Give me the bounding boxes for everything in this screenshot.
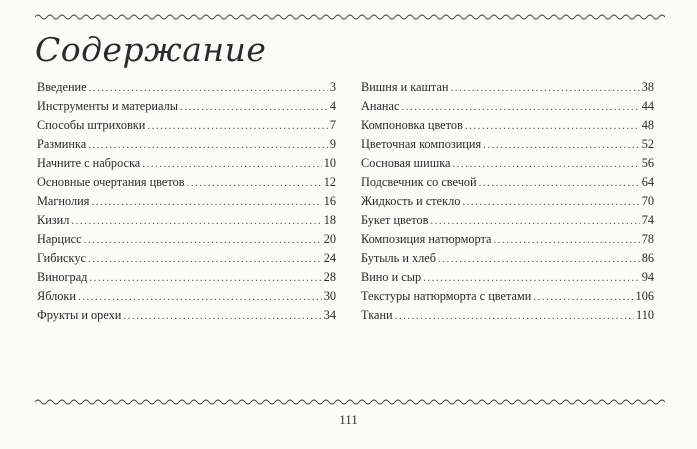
toc-entry-page: 16 (323, 194, 336, 208)
toc-entry (37, 306, 336, 325)
toc-entry-page: 56 (641, 156, 654, 170)
toc-entry (37, 192, 336, 211)
dot-leader (423, 269, 640, 288)
toc-entry-page: 48 (641, 118, 654, 132)
dot-leader (89, 269, 321, 288)
toc-entry-title: Бутыль и хлеб (361, 251, 437, 265)
toc-entry-title: Компоновка цветов (361, 118, 463, 132)
dot-leader (401, 98, 639, 117)
toc-entry-title: Ткани (361, 308, 393, 322)
dot-leader (533, 288, 633, 307)
toc-entry (37, 116, 336, 135)
toc-entry (361, 173, 654, 192)
toc-entry (361, 97, 654, 116)
toc-entry (361, 116, 654, 135)
dot-leader (88, 136, 328, 155)
dot-leader (452, 155, 639, 174)
toc-entry-page: 106 (635, 289, 654, 303)
toc-entry-page: 30 (323, 289, 336, 303)
toc-entry-page: 86 (641, 251, 654, 265)
toc-entry-title: Магнолия (37, 194, 90, 208)
toc-entry (361, 249, 654, 268)
dot-leader (462, 193, 639, 212)
dot-leader (147, 117, 327, 136)
dot-leader (71, 212, 321, 231)
toc-entry (37, 230, 336, 249)
toc-entry (361, 268, 654, 287)
toc-entry-title: Способы штриховки (37, 118, 146, 132)
toc-entry-page: 110 (636, 308, 654, 322)
dot-leader (88, 250, 322, 269)
toc-entry-title: Жидкость и стекло (361, 194, 461, 208)
dot-leader (483, 136, 640, 155)
toc-entry-title: Букет цветов (361, 213, 429, 227)
dot-leader (78, 288, 322, 307)
toc-entry-page: 44 (641, 99, 654, 113)
toc-entry-title: Начните с наброска (37, 156, 141, 170)
bottom-wavy-border (35, 397, 665, 407)
toc-entry-title: Нарцисс (37, 232, 82, 246)
toc-entry-page: 4 (329, 99, 336, 113)
toc-entry (37, 211, 336, 230)
toc-entry (361, 154, 654, 173)
toc-entry (37, 287, 336, 306)
toc-entry-page: 3 (329, 80, 336, 94)
dot-leader (430, 212, 639, 231)
toc-entry-title: Подсвечник со свечой (361, 175, 477, 189)
toc-entry-page: 78 (641, 232, 654, 246)
toc-entry-page: 18 (323, 213, 336, 227)
top-wavy-border (35, 12, 665, 22)
toc-entry-title: Ананас (361, 99, 400, 113)
toc-entry-page: 28 (323, 270, 336, 284)
toc-entry-page: 9 (329, 137, 336, 151)
toc-entry-page: 7 (329, 118, 336, 132)
toc-entry (37, 135, 336, 154)
toc-entry-title: Гибискус (37, 251, 86, 265)
toc-entry-page: 34 (323, 308, 336, 322)
toc-entry (361, 306, 654, 325)
dot-leader (91, 193, 321, 212)
toc-entry-title: Инструменты и материалы (37, 99, 178, 113)
toc-entry (37, 268, 336, 287)
page-number: 111 (339, 412, 358, 427)
toc-entry-page: 94 (641, 270, 654, 284)
toc-entry (361, 287, 654, 306)
dot-leader (187, 174, 322, 193)
toc-entry (37, 154, 336, 173)
toc-entry (37, 97, 336, 116)
dot-leader (465, 117, 640, 136)
toc-entry-title: Яблоки (37, 289, 76, 303)
toc-entry (361, 192, 654, 211)
toc-entry-title: Основные очертания цветов (37, 175, 185, 189)
toc-entry-title: Разминка (37, 137, 87, 151)
toc-entry-page: 20 (323, 232, 336, 246)
dot-leader (438, 250, 640, 269)
toc-entry-title: Введение (37, 80, 87, 94)
toc-entry-page: 10 (323, 156, 336, 170)
toc-entry-page: 74 (641, 213, 654, 227)
toc-entry (361, 230, 654, 249)
toc-entry (361, 135, 654, 154)
toc-entry-page: 38 (641, 80, 654, 94)
dot-leader (142, 155, 321, 174)
toc-entry-title: Вино и сыр (361, 270, 422, 284)
dot-leader (451, 79, 640, 98)
toc-entry-title: Текстуры натюрморта с цветами (361, 289, 532, 303)
dot-leader (395, 307, 634, 326)
dot-leader (180, 98, 328, 117)
dot-leader (84, 231, 322, 250)
toc-entry-page: 64 (641, 175, 654, 189)
toc-entry-title: Цветочная композиция (361, 137, 482, 151)
toc-entry (37, 173, 336, 192)
toc-entry-title: Кизил (37, 213, 70, 227)
toc-left-column (37, 78, 336, 325)
toc-entry (37, 78, 336, 97)
dot-leader (494, 231, 640, 250)
toc-entry-page: 12 (323, 175, 336, 189)
toc-entry-page: 24 (323, 251, 336, 265)
toc-right-column (361, 78, 654, 325)
toc-entry (37, 249, 336, 268)
toc-entry-page: 52 (641, 137, 654, 151)
dot-leader (89, 79, 328, 98)
dot-leader (123, 307, 321, 326)
toc-entry-title: Фрукты и орехи (37, 308, 122, 322)
toc-entry (361, 78, 654, 97)
toc-entry-title: Композиция натюрморта (361, 232, 492, 246)
toc-entry-title: Виноград (37, 270, 88, 284)
toc-entry-page: 70 (641, 194, 654, 208)
toc-entry-title: Сосновая шишка (361, 156, 451, 170)
toc-entry-title: Вишня и каштан (361, 80, 449, 94)
toc-entry (361, 211, 654, 230)
page-title: Содержание (35, 30, 267, 69)
dot-leader (479, 174, 640, 193)
